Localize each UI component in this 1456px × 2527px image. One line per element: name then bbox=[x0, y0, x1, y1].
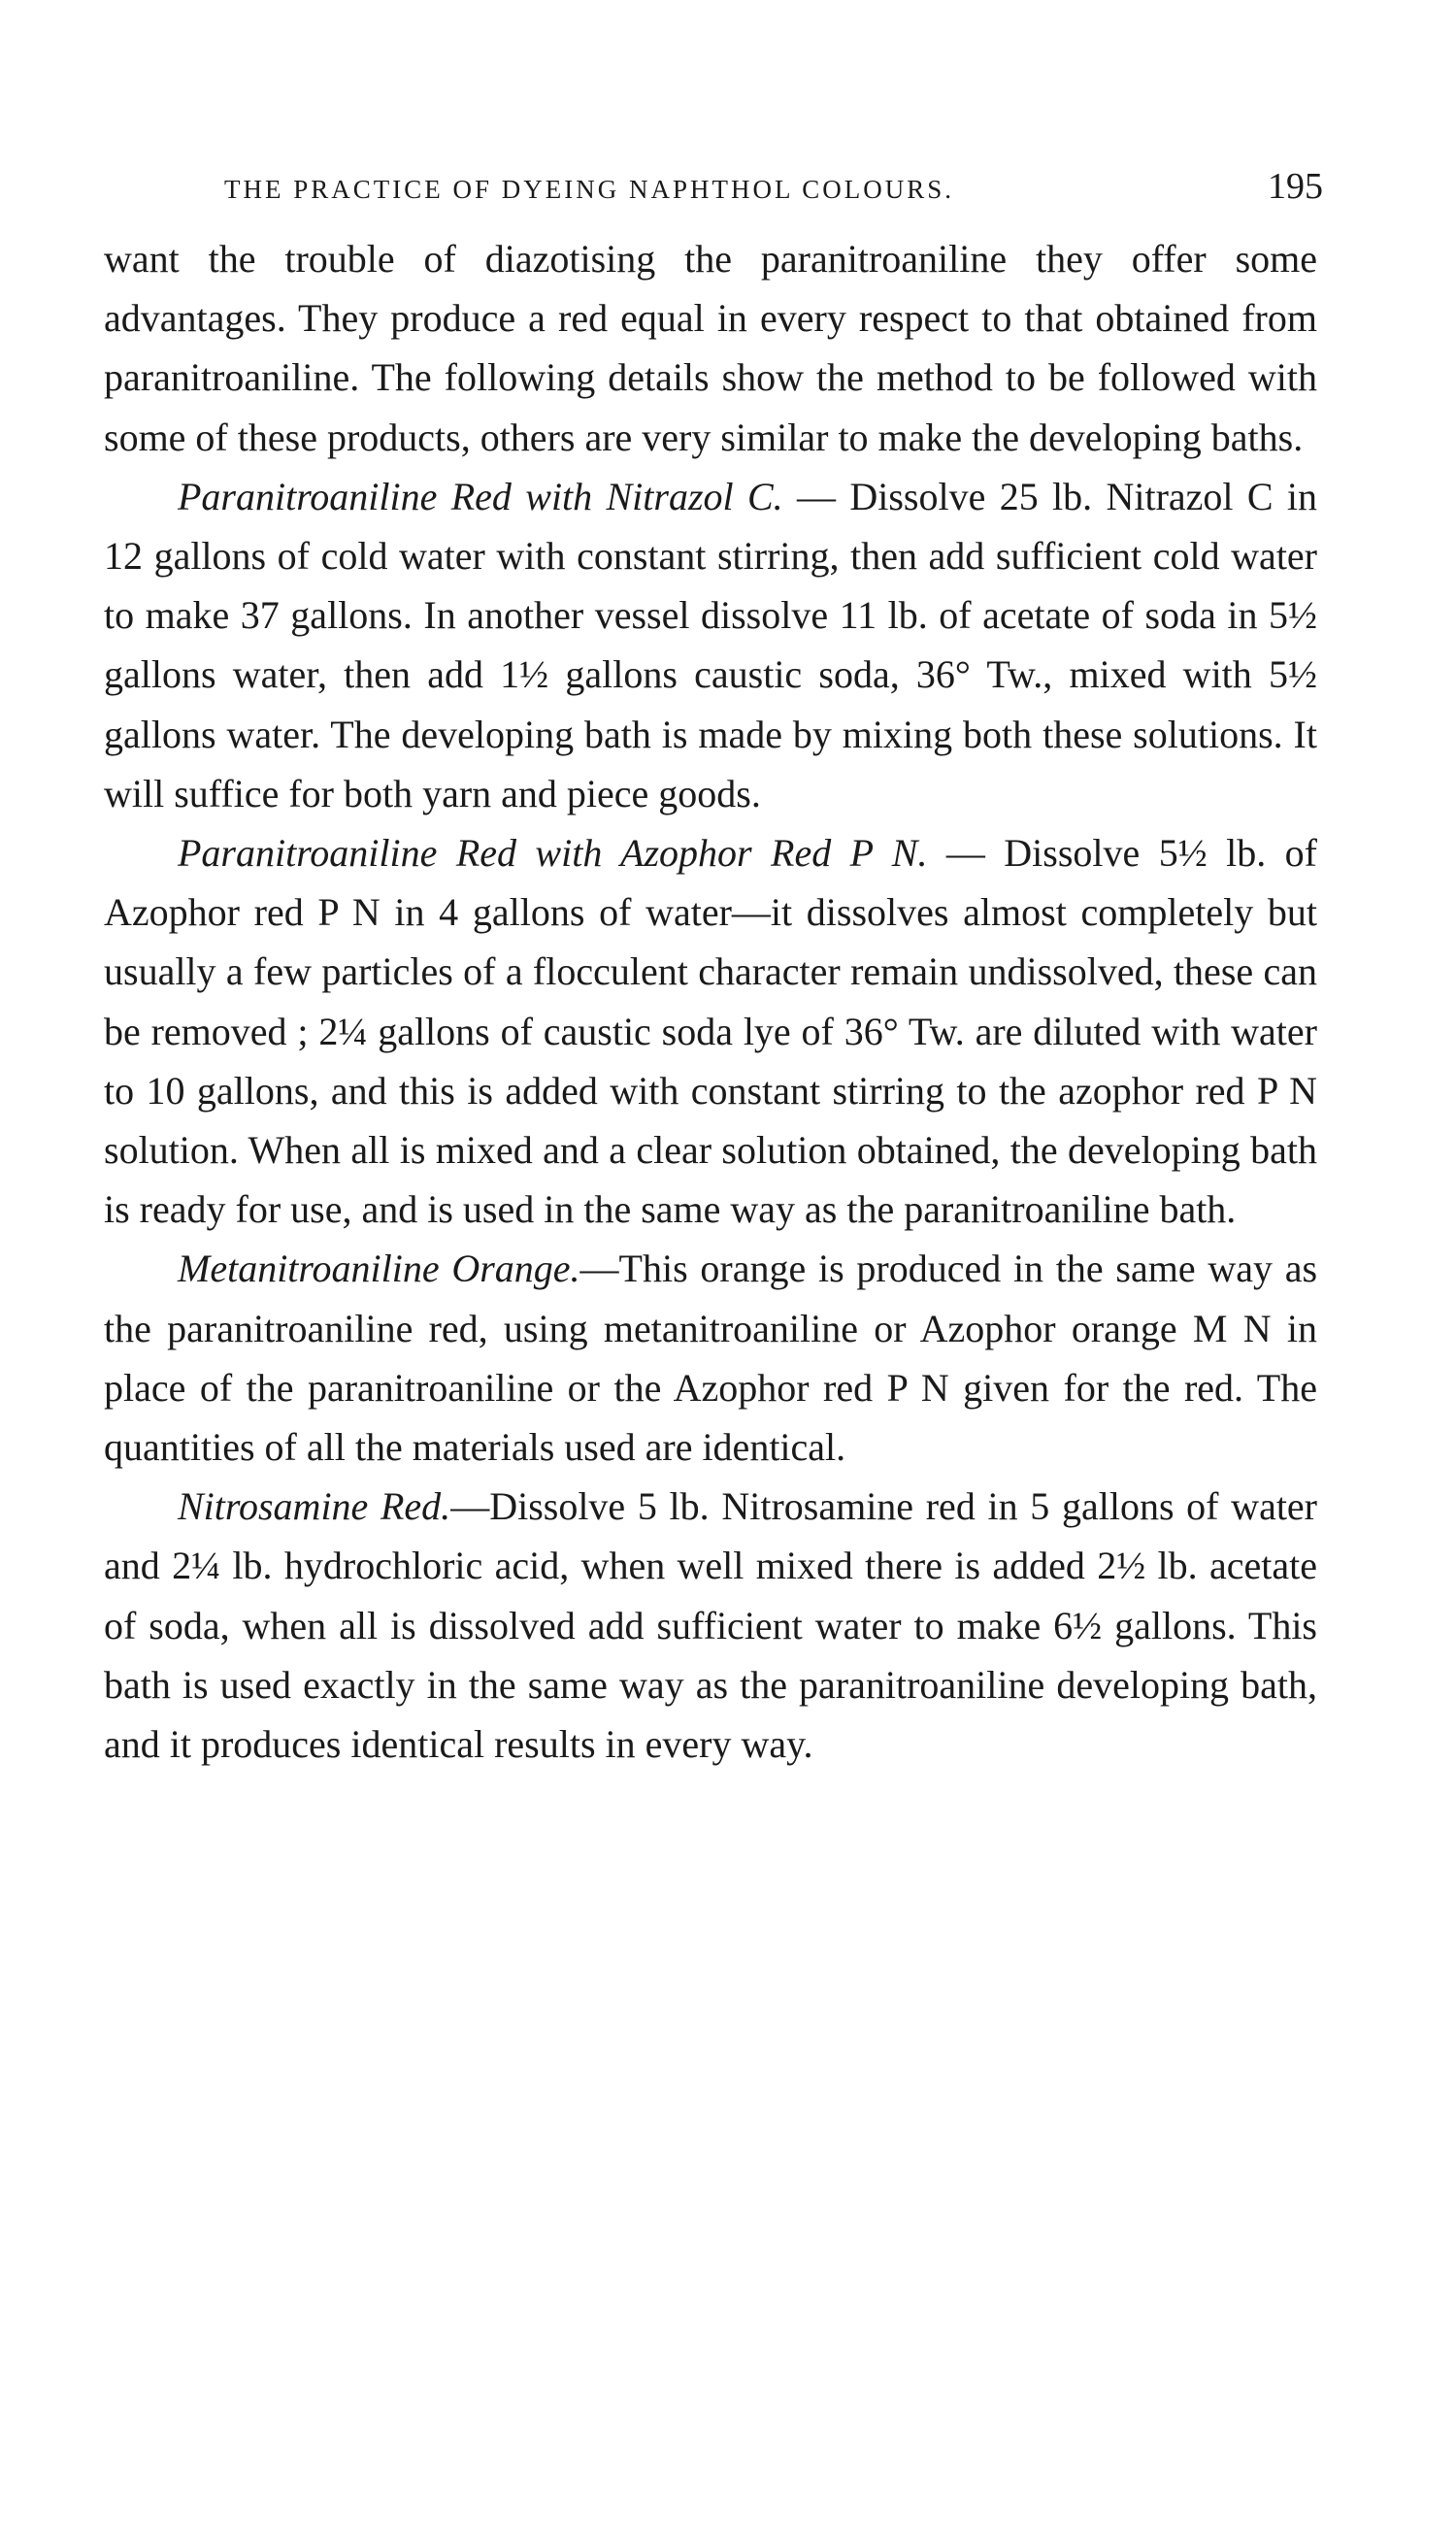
paragraph-text: —Dissolve 5 lb. Nitrosamine red in 5 gallons of water and 2¼ lb. hydrochloric acid, when well mixed there is added 2½ lb. acetate of soda, when all is dissolved add sufficient water to make 6½ gallons. This bath is used exactly in the same way as the paranitroaniline developing bath, and it produces identical results in every way. bbox=[104, 1484, 1318, 1767]
paragraph-heading: Metanitroaniline Orange. bbox=[178, 1247, 580, 1291]
paragraph-text: — Dissolve 5½ lb. of Azophor red P N in 4 gallons of water—it dissolves almost completely but usually a few particles of a flocculent character remain undissolved, these can be removed ; 2¼ gallons of caustic soda lye of 36° Tw. are diluted with water to 10 gallons, and this is added with constant stirring to the azophor red P N solution. When all is mixed and a clear solution obtained, the developing bath is ready for use, and is used in the same way as the paranitroaniline bath. bbox=[104, 831, 1317, 1232]
paragraph-heading: Paranitroaniline Red with Azophor Red P N. bbox=[178, 831, 928, 876]
paragraph-azophor-red bbox=[104, 823, 1317, 1239]
running-title: THE PRACTICE OF DYEING NAPHTHOL COLOURS. bbox=[224, 175, 955, 204]
paragraph-heading: Nitrosamine Red. bbox=[178, 1484, 451, 1529]
paragraph-text: want the trouble of diazotising the paranitroaniline they offer some advantages. They produce a red equal in every respect to that obtained from paranitroaniline. The following details show the method to be followed with some of these products, others are very similar to make the developing baths. bbox=[104, 237, 1317, 459]
book-page bbox=[104, 165, 1323, 1774]
running-head bbox=[104, 165, 1323, 208]
paragraph-text: —This orange is produced in the same way as the paranitroaniline red, using metanitroaniline or Azophor orange M N in place of the paranitroaniline or the Azophor red P N given for the red. The quantities of all the materials used are identical. bbox=[104, 1247, 1318, 1470]
paragraph-heading: Paranitroaniline Red with Nitrazol C. bbox=[178, 474, 783, 518]
paragraph-text: — Dissolve 25 lb. Nitrazol C in 12 gallons of cold water with constant stirring, then add sufficient cold water to make 37 gallons. In another vessel dissolve 11 lb. of acetate of soda in 5½ gallons water, then add 1½ gallons caustic soda, 36° Tw., mixed with 5½ gallons water. The developing bath is made by mixing both these solutions. It will suffice for both yarn and piece goods. bbox=[104, 474, 1318, 815]
paragraph-metanitroaniline-orange bbox=[104, 1239, 1317, 1477]
page-number: 195 bbox=[1268, 166, 1323, 207]
paragraph-nitrosamine-red bbox=[104, 1477, 1317, 1774]
paragraph-continuation bbox=[104, 229, 1317, 467]
paragraph-nitrazol-c bbox=[104, 467, 1317, 823]
